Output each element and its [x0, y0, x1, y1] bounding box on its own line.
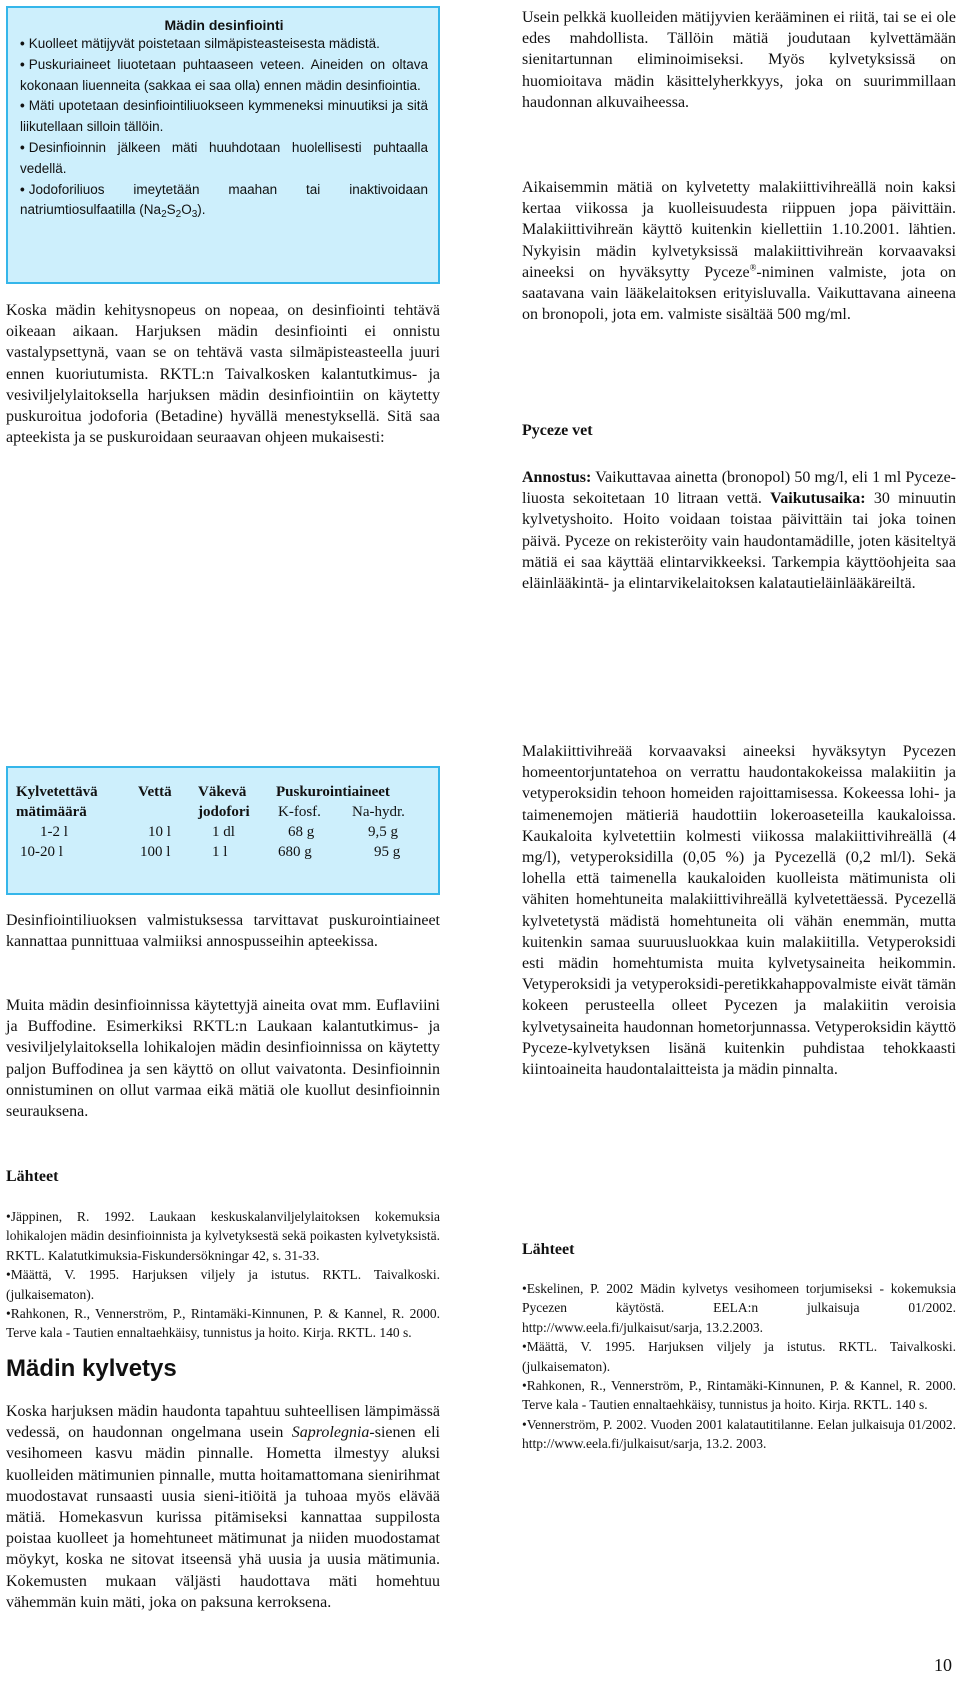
left-paragraph-4: Koska harjuksen mädin haudonta tapahtuu suhteellisen lämpimässä vedessä, on haudonnan ongelmana usein Saprolegnia-sienen eli vesihomeen kasvu mädin pinnalle. Hometta ilmestyy aluksi kuolleiden mätimunien pinnalle, mutta hoitamattomana sienirihmat muodostavat runsaasti uusia sieni-itiöitä ja tuhoaa myös elävää mätiä. Homekasvun kurissa pitämiseksi kannattaa suppilosta poistaa kuolleet ja homehtuneet mätimunat ja niiden muodostamat möykyt, koska ne sitovat itseensä yhä uusia ja uusia mätimunia. Kokemusten mukaan väljästi haudottava mäti homehtuu vähemmän kuin mäti, joka on paksuna kerroksena. [6, 1403, 440, 1611]
page-number: 10 [934, 1655, 952, 1675]
right-paragraph-2: Aikaisemmin mätiä on kylvetetty malakiittivihreällä noin kaksi kertaa viikossa ja kuolleisuudesta riippuen jopa päivittäin. Malakiittivihreän käyttö kuitenkin kiellettiin 1.10.2001. lähtien. Nykyisin mädin kylvetyksissä malakiittivihreän korvaavaksi aineeksi on hyväksytty Pyceze®-niminen valmiste, jota on saatavana vain lääkelaitoksen erityisluvalla. Vaikuttavana aineena on bronopoli, jota em. valmiste sisältää 500 mg/ml. [522, 179, 956, 324]
box-item: • Desinfioinnin jälkeen mäti huuhdotaan huolellisesti puhtaalla vedellä. [20, 139, 428, 176]
box-item: • Puskuriaineet liuotetaan puhtaaseen veteen. Aineiden on oltava kokonaan liuenneita (sakkaa ei saa olla) ennen mädin desinfiointia. [20, 56, 428, 93]
left-references-title: Lähteet [6, 1168, 59, 1185]
reference-item: •Määttä, V. 1995. Harjuksen viljely ja istutus. RKTL. Taivalkoski. (julkaisematon). [6, 1267, 440, 1302]
dosage-table [6, 766, 440, 895]
reference-item: •Jäppinen, R. 1992. Laukaan keskuskalanviljelylaitoksen kokemuksia lohikalojen mädin desinfioinnista ja kylvetyksestä sekä poikasten kylvetyksistä. RKTL. Kalatutkimuksia-Fiskundersökningar 42, s. 31-33. [6, 1209, 440, 1263]
bullet-icon: • [20, 139, 25, 155]
box-item: • Mäti upotetaan desinfiointiliuokseen kymmeneksi minuutiksi ja sitä liikutellaan silloin tällöin. [20, 98, 428, 135]
bullet-icon: • [20, 98, 25, 114]
table-row: 10-20 l 100 l 1 l 680 g 95 g [20, 844, 401, 860]
right-references [522, 1279, 956, 1454]
left-paragraph-1: Koska mädin kehitysnopeus on nopeaa, on desinfiointi tehtävä oikeaan aikaan. Harjuksen mädin desinfiointi ei onnistu vastalypsettynä, vaan se on tehtävä vasta silmäpisteasteella juuri ennen kuoriutumista. RKTL:n Taivalkosken kalantutkimus- ja vesiviljelylaitoksella harjuksen mädin desinfiointiin on käytetty puskuroitua jodoforia (Betadine) hyvällä menestyksellä. Sitä saa apteekista ja se puskuroidaan seuraavan ohjeen mukaisesti: [6, 302, 440, 447]
bullet-icon: • [20, 36, 25, 51]
right-paragraph-3: Annostus: Vaikuttavaa ainetta (bronopol) 50 mg/l, eli 1 ml Pyceze-liuosta sekoitetaan 10 litraan vettä. Vaikutusaika: 30 minuutin kylvetyshoito. Hoito voidaan toistaa päivittäin tai joka toinen päivä. Pyceze on rekisteröity vain haudontamädille, joten käsiteltyä mätiä ei saa käyttää elintarvikkeeksi. Tarkempia käyttöohjeita saa eläinlääkintä- ja elintarvikelaitoksen kalatautieläinlääkäreiltä. [522, 469, 957, 593]
reference-item: •Määttä, V. 1995. Harjuksen viljely ja istutus. RKTL. Taivalkoski. (julkaisematon). [522, 1339, 956, 1374]
bullet-icon: • [20, 181, 25, 197]
disinfection-box [6, 6, 440, 284]
reference-item: •Rahkonen, R., Vennerström, P., Rintamäki-Kinnunen, P. & Kannel, R. 2000. Terve kala - Tautien ennaltaehkäisy, tunnistus ja hoito. Kirja. RKTL. 140 s. [6, 1306, 440, 1341]
pyceze-heading: Pyceze vet [522, 422, 593, 439]
box-item: • Kuolleet mätijyvät poistetaan silmäpisteasteisesta mädistä. [20, 36, 380, 51]
bullet-icon: • [20, 56, 25, 72]
left-paragraph-2: Desinfiointiliuoksen valmistuksessa tarvittavat puskurointiaineet kannattaa punnittuaa valmiiksi annospusseihin apteekissa. [6, 912, 440, 951]
reference-item: •Vennerström, P. 2002. Vuoden 2001 kalatautitilanne. Eelan julkaisuja 01/2002. http://www.eela.fi/julkaisut/sarja, 13.2. 2003. [522, 1416, 956, 1452]
right-paragraph-4: Malakiittivihreää korvaavaksi aineeksi hyväksytyn Pycezen homeentorjuntatehoa on verrattu haudontakokeissa malakiitin ja vetyperoksidin tehoon homeiden rajoittamisessa. Kokeessa lohi- ja taimenemojen mätieriä haudottiin lokeroaseteilla kaukaloissa. Kaukaloita kylvetettiin kolmesti viikossa malakiittivihreällä (4 mg/l), vetyperoksidilla (0,05 %) ja Pycezellä (0,2 ml/l). Sekä lohella että taimenella kaukaloiden kuolleista mätimunista oli vähiten homehtuneita malakiittivihreällä kylvetettäessä. Pycezellä kylvetetystä mädistä homehtuneita oli vähän enemmän, mutta kuitenkin samaa suuruusluokkaa kuin malakiitilla. Vetyperoksidi esti mädin homehtumista muita kylvetysaineita heikommin. Vetyperoksidi ja vetyperoksidi-peretikkahappovalmiste eivät tämän kokeen perusteella olleet Pycezen ja malakiitin veroisia kylvetysaineita haudonnan hometorjunnassa. Vetyperoksidin käyttö Pyceze-kylvetyksen lisänä kuitenkin puhdistaa tehokkaasti kiintoaineita haudontalaitteista ja mädin pinnalta. [522, 743, 956, 1079]
right-references-title: Lähteet [522, 1241, 575, 1258]
table-header-row: Kylvetettävä Vettä Väkevä Puskurointiaineet [16, 784, 390, 800]
box-title: Mädin desinfiointi [164, 17, 284, 33]
reference-item: •Eskelinen, P. 2002 Mädin kylvetys vesihomeen torjumiseksi - kokemuksia Pycezen käytöstä. EELA:n julkaisuja 01/2002. http://www.eela.fi/julkaisut/sarja, 13.2.2003. [522, 1281, 956, 1335]
left-references [6, 1207, 440, 1343]
table-header-row: mätimäärä jodofori K-fosf. Na-hydr. [16, 804, 405, 820]
reference-item: •Rahkonen, R., Vennerström, P., Rintamäki-Kinnunen, P. & Kannel, R. 2000. Terve kala - Tautien ennaltaehkäisy, tunnistus ja hoito. Kirja. RKTL. 140 s. [522, 1378, 956, 1413]
box-list [20, 34, 428, 221]
table-row: 1-2 l 10 l 1 dl 68 g 9,5 g [40, 824, 398, 840]
section-heading: Mädin kylvetys [6, 1355, 177, 1382]
box-item: • Jodoforiliuos imeytetään maahan tai inaktivoidaan natriumtiosulfaatilla $(Na_2S_2O_3)$. [20, 181, 428, 221]
left-paragraph-3: Muita mädin desinfioinnissa käytettyjä aineita ovat mm. Euflaviini ja Buffodine. Esimerkiksi RKTL:n Laukaan kalantutkimus- ja vesiviljelylaitoksella lohikalojen mädin desinfioinnissa on käytetty paljon Buffodinea ja sen käyttö on ollut vaivatonta. Desinfioinnin onnistuminen on ollut varmaa eikä mätiä ole kuollut desinfioinnin seurauksena. [6, 997, 440, 1121]
right-paragraph-1: Usein pelkkä kuolleiden mätijyvien kerääminen ei riitä, tai se ei ole edes mahdollista. Tällöin mätiä joudutaan kylvettämään sienitartunnan eliminoimiseksi. Myös kylvetyksissä on huomioitava mädin käsittelyherkkyys, joka on suurimmillaan haudonnan alkuvaiheessa. [522, 9, 956, 111]
